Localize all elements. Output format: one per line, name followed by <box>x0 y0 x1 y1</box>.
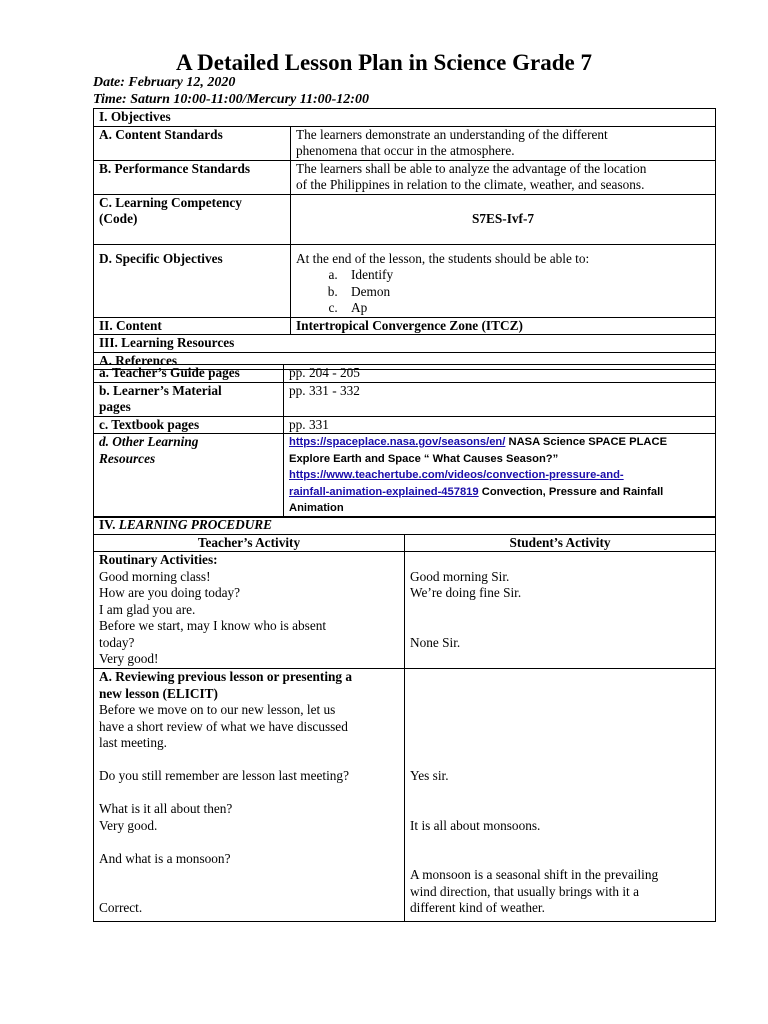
student-line: wind direction, that usually brings with it a <box>410 883 639 899</box>
other-resources-value <box>284 434 716 518</box>
learners-material-label <box>94 382 284 416</box>
teacher-line: How are you doing today? <box>99 585 241 600</box>
learning-competency-label-line-1: C. Learning Competency <box>99 194 242 210</box>
routinary-student-cell <box>405 552 716 669</box>
competency-code: S7ES-Ivf-7 <box>291 194 716 244</box>
performance-standards-label: B. Performance Standards <box>94 160 291 194</box>
other-resources-label-line-2: Resources <box>99 450 156 466</box>
learning-competency-label-line-2: (Code) <box>99 211 138 226</box>
procedure-heading-text: LEARNING PROCEDURE <box>118 517 273 532</box>
learning-resources-heading: III. Learning Resources <box>94 335 716 353</box>
teacher-line: I am glad you are. <box>99 601 196 617</box>
nasa-resource-line-1 <box>289 434 710 451</box>
objective-item: a. Identify <box>341 267 710 284</box>
student-line: None Sir. <box>410 634 461 650</box>
specific-objectives-list <box>296 267 710 317</box>
student-line: A monsoon is a seasonal shift in the prevailing <box>410 867 659 882</box>
teachers-guide-value: pp. 204 - 205 <box>284 365 716 383</box>
teacher-line: Very good. <box>99 817 158 833</box>
teachertube-link-line-2 <box>289 484 710 501</box>
teachertube-desc-2: Animation <box>289 502 344 514</box>
nasa-resource-desc-2: Explore Earth and Space “ What Causes Season?” <box>289 452 559 465</box>
teacher-line: Correct. <box>99 900 143 915</box>
routinary-label: Routinary Activities: <box>99 552 218 567</box>
elicit-label-line-1: A. Reviewing previous lesson or presenting a <box>99 669 353 684</box>
procedure-heading <box>94 517 716 535</box>
objectives-heading: I. Objectives <box>94 109 716 127</box>
teacher-line: today? <box>99 634 135 650</box>
teachertube-link-line-1 <box>289 467 710 484</box>
performance-standards-line-1: The learners shall be able to analyze the advantage of the location <box>296 160 647 176</box>
content-standards-line-1: The learners demonstrate an understanding of the different <box>296 126 608 142</box>
content-standards-text <box>291 126 716 160</box>
nasa-spaceplace-link[interactable]: https://spaceplace.nasa.gov/seasons/en/ <box>289 436 506 448</box>
student-line: Yes sir. <box>410 768 449 783</box>
learners-material-value: pp. 331 - 332 <box>284 382 716 416</box>
teacher-line: What is it all about then? <box>99 801 233 816</box>
content-standards-line-2: phenomena that occur in the atmosphere. <box>296 143 515 158</box>
time-line: Time: Saturn 10:00-11:00/Mercury 11:00-12:00 <box>93 92 369 107</box>
content-value: Intertropical Convergence Zone (ITCZ) <box>291 317 716 335</box>
content-label: II. Content <box>94 317 291 335</box>
procedure-table <box>93 516 716 922</box>
references-heading: A. References <box>94 352 716 370</box>
objective-item: b. Demon <box>341 284 710 301</box>
content-standards-label: A. Content Standards <box>94 126 291 160</box>
objectives-table <box>93 108 716 370</box>
teachers-guide-label: a. Teacher’s Guide pages <box>94 365 284 383</box>
performance-standards-line-2: of the Philippines in relation to the climate, weather, and seasons. <box>296 177 645 192</box>
objective-item: c. Ap <box>341 300 710 317</box>
elicit-student-cell <box>405 669 716 922</box>
teacher-activity-header: Teacher’s Activity <box>94 534 405 552</box>
specific-objectives-label: D. Specific Objectives <box>94 244 291 317</box>
student-line: Good morning Sir. <box>410 568 510 584</box>
other-resources-label <box>94 434 284 518</box>
teachertube-desc-1: Convection, Pressure and Rainfall <box>478 485 664 498</box>
learners-material-label-line-1: b. Learner’s Material <box>99 382 222 398</box>
learning-competency-label <box>94 194 291 244</box>
procedure-heading-prefix: IV. <box>99 517 119 532</box>
specific-objectives-text <box>291 244 716 317</box>
teacher-line: Do you still remember are lesson last meeting? <box>99 768 349 783</box>
textbook-label: c. Textbook pages <box>94 416 284 434</box>
specific-objectives-intro: At the end of the lesson, the students should be able to: <box>296 250 590 266</box>
student-activity-header: Student’s Activity <box>405 534 716 552</box>
teacher-line: Before we move on to our new lesson, let us <box>99 702 336 717</box>
other-resources-label-line-1: d. Other Learning <box>99 434 199 449</box>
teacher-line: And what is a monsoon? <box>99 850 231 866</box>
student-line: We’re doing fine Sir. <box>410 585 522 600</box>
document-title: A Detailed Lesson Plan in Science Grade 7 <box>176 50 592 75</box>
teacher-line: have a short review of what we have discussed <box>99 718 348 734</box>
textbook-value: pp. 331 <box>284 416 716 434</box>
performance-standards-text <box>291 160 716 194</box>
routinary-teacher-cell <box>94 552 405 669</box>
teacher-line: Before we start, may I know who is absent <box>99 618 327 633</box>
nasa-resource-desc-1: NASA Science SPACE PLACE <box>505 436 668 448</box>
references-table <box>93 364 716 518</box>
teachertube-link-part-1[interactable]: https://www.teachertube.com/videos/convection-pressure-and- <box>289 469 624 481</box>
teacher-line: Good morning class! <box>99 568 211 584</box>
teacher-line: last meeting. <box>99 735 167 750</box>
teacher-line: Very good! <box>99 651 159 666</box>
student-line: different kind of weather. <box>410 900 545 915</box>
elicit-label-line-2: new lesson (ELICIT) <box>99 685 218 701</box>
date-line: Date: February 12, 2020 <box>93 75 236 90</box>
teachertube-link-part-2[interactable]: rainfall-animation-explained-457819 <box>289 485 479 498</box>
elicit-teacher-cell <box>94 669 405 922</box>
student-line: It is all about monsoons. <box>410 817 541 833</box>
learners-material-label-line-2: pages <box>99 399 131 414</box>
